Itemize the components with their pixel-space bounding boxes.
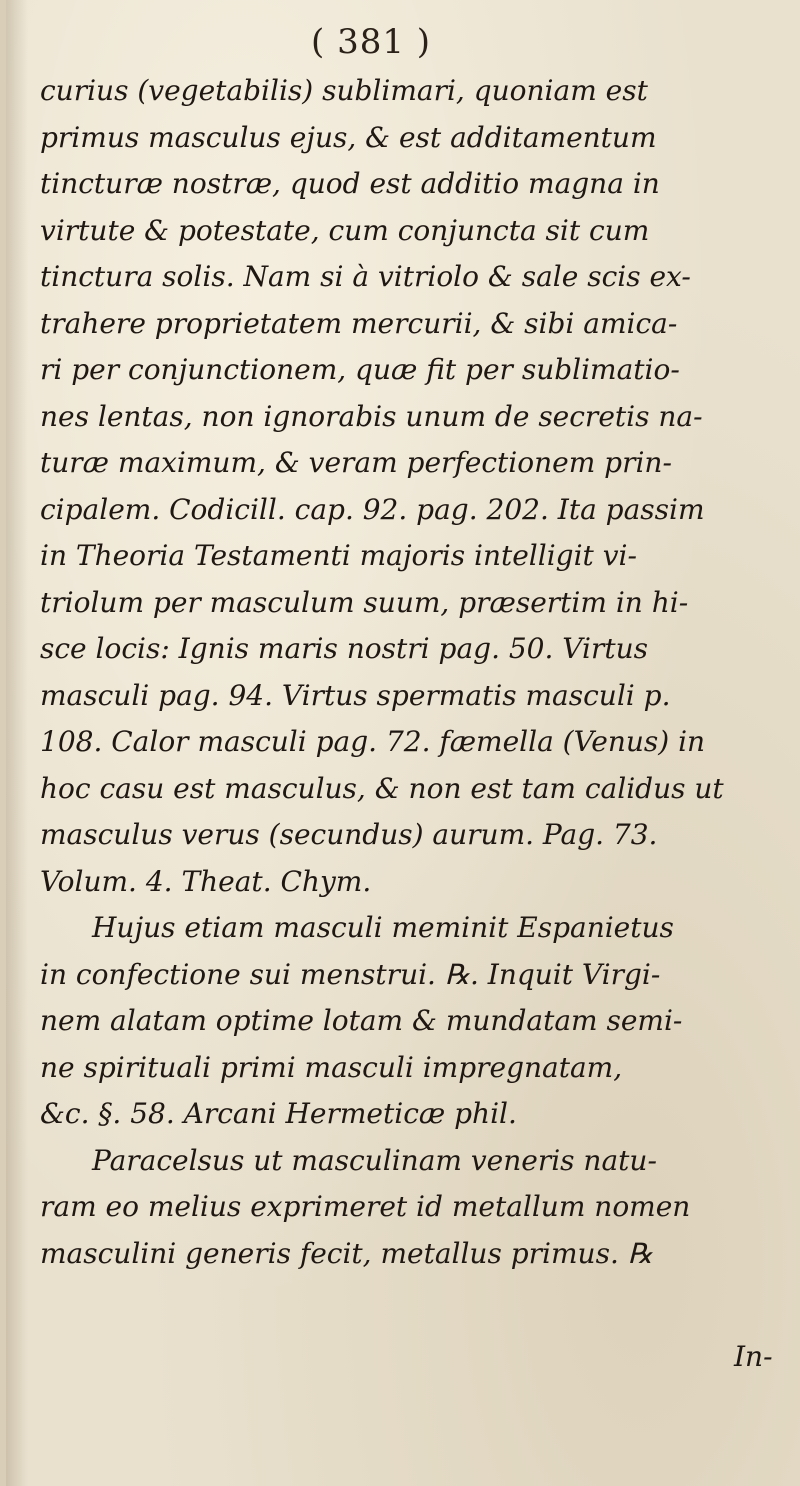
text-line: virtute & potestate, cum conjuncta sit cum bbox=[40, 213, 650, 247]
text-line: turæ maximum, & veram perfectionem prin- bbox=[40, 446, 672, 479]
text-line: primus masculus ejus, & est additamentum bbox=[40, 120, 657, 154]
text-line: sce locis: Ignis maris nostri pag. 50. Virtus bbox=[40, 632, 649, 665]
text-line: masculini generis fecit, metallus primus. ℞ bbox=[40, 1236, 653, 1270]
text-line: in Theoria Testamenti majoris intelligit vi- bbox=[40, 539, 637, 572]
catchword: In- bbox=[734, 1340, 773, 1373]
text-line: &c. §. 58. Arcani Hermeticæ phil. bbox=[40, 1097, 517, 1130]
text-line: trahere proprietatem mercurii, & sibi amica- bbox=[40, 306, 678, 340]
text-line: nem alatam optime lotam & mundatam semi- bbox=[40, 1004, 683, 1037]
text-line: Paracelsus ut masculinam veneris natu- bbox=[92, 1143, 657, 1177]
page-number: ( 381 ) bbox=[311, 22, 432, 62]
text-line: tincturæ nostræ, quod est additio magna in bbox=[40, 167, 660, 200]
text-line: ne spirituali primi masculi impregnatam, bbox=[40, 1050, 623, 1084]
text-line: nes lentas, non ignorabis unum de secretis na- bbox=[40, 399, 703, 433]
text-line: ram eo melius exprimeret id metallum nomen bbox=[40, 1190, 691, 1223]
text-line: Hujus etiam masculi meminit Espanietus bbox=[92, 911, 674, 944]
text-line: 108. Calor masculi pag. 72. fæmella (Venus) in bbox=[40, 725, 706, 758]
text-line: masculi pag. 94. Virtus spermatis masculi p. bbox=[40, 678, 671, 712]
text-line: curius (vegetabilis) sublimari, quoniam est bbox=[40, 74, 648, 107]
text-line: masculus verus (secundus) aurum. Pag. 73. bbox=[40, 818, 658, 851]
text-line: Volum. 4. Theat. Chym. bbox=[40, 864, 372, 898]
text-line: triolum per masculum suum, præsertim in hi- bbox=[40, 585, 689, 619]
text-line: hoc casu est masculus, & non est tam calidus ut bbox=[40, 771, 724, 805]
text-line: in confectione sui menstrui. ℞. Inquit Virgi- bbox=[40, 957, 661, 991]
text-line: tinctura solis. Nam si à vitriolo & sale scis ex- bbox=[40, 260, 691, 293]
body-text bbox=[40, 68, 796, 1277]
text-line: ri per conjunctionem, quæ fit per sublimatio- bbox=[40, 353, 680, 386]
binding-shadow bbox=[6, 0, 28, 1486]
text-line: cipalem. Codicill. cap. 92. pag. 202. Ita passim bbox=[40, 492, 705, 526]
